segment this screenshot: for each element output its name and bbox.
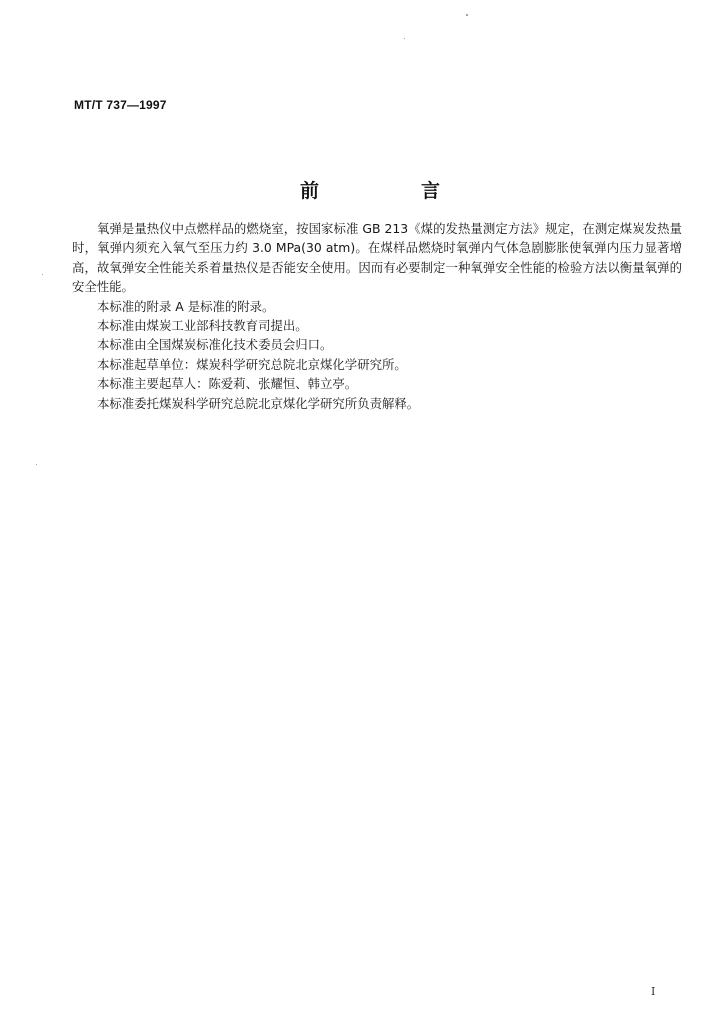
foreword-title	[300, 176, 440, 203]
scan-speck	[466, 14, 468, 16]
scan-speck	[36, 464, 37, 465]
foreword-paragraph-interpreter: 本标准委托煤炭科学研究总院北京煤化学研究所负责解释。	[97, 395, 420, 411]
foreword-paragraph-appendix: 本标准的附录 A 是标准的附录。	[97, 298, 275, 314]
foreword-paragraph-intro: 氧弹是量热仪中点燃样品的燃烧室，按国家标准 GB 213《煤的发热量测定方法》规定，在测定煤炭发热量时，氧弹内须充入氧气至压力约 3.0 MPa(30 atm)。在煤样品燃烧时氧弹内气体急剧膨胀使氧弹内压力显著增高，故氧弹安全性能关系着量热仪是否能安全使用。因而有必要制定一种氧弹安全性能的检验方法以衡量氧弹的安全性能。	[72, 221, 682, 295]
foreword-paragraph-proposer: 本标准由煤炭工业部科技教育司提出。	[97, 318, 308, 334]
foreword-title-char-2: 言	[420, 180, 440, 202]
page-number: I	[651, 985, 656, 998]
scan-speck	[404, 38, 405, 39]
foreword-title-char-1: 前	[300, 180, 320, 202]
standard-code: MT/T 737—1997	[74, 98, 167, 112]
scan-speck	[42, 274, 43, 275]
foreword-paragraph-drafters: 本标准主要起草人：陈爱莉、张耀恒、韩立亭。	[97, 376, 358, 392]
foreword-body	[72, 219, 682, 413]
foreword-paragraph-drafting-unit: 本标准起草单位：煤炭科学研究总院北京煤化学研究所。	[97, 356, 407, 372]
foreword-paragraph-administrator: 本标准由全国煤炭标准化技术委员会归口。	[97, 337, 333, 353]
